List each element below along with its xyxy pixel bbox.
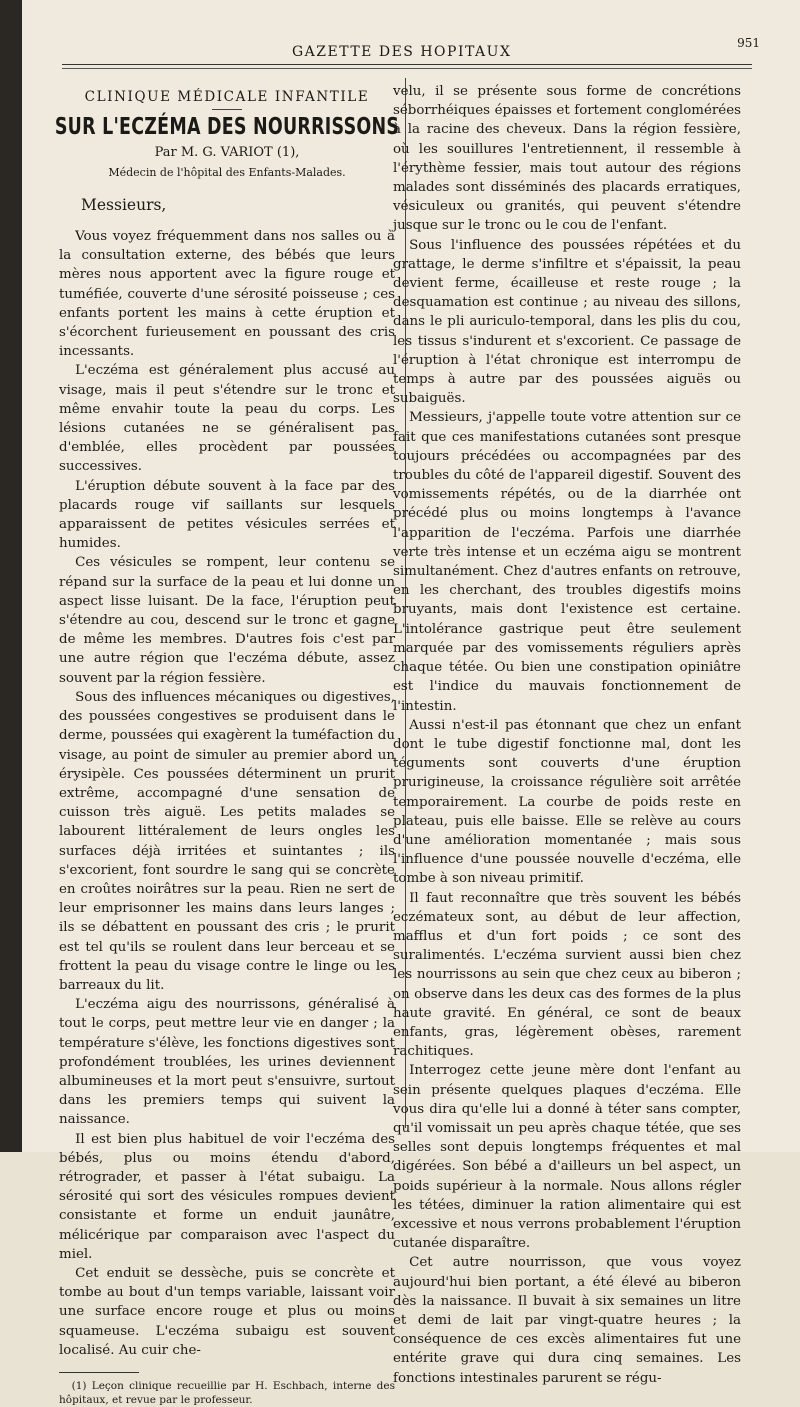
paragraph: velu, il se présente sous forme de concrétions séborrhéiques épaisses et fortement conglomérées à la racine des cheveux. Dans la région fessière, où les souillures l'entretiennent, il ressemble à l'érythème fessier, mais tout autour des régions malades sont disséminés des placards erratiques, vésiculeux ou granités, qui peuvent s'étendre jusque sur le tronc ou le cou de l'enfant.	[393, 84, 741, 234]
journal-title: GAZETTE DES HOPITAUX	[292, 44, 512, 60]
article-title: SUR L'ECZÉMA DES NOURRISSONS	[54, 114, 400, 141]
paragraph: L'eczéma est généralement plus accusé au visage, mais il peut s'étendre sur le tronc et même envahir toute la peau du corps. Les lésions cutanées ne se généralisent pas d'emblée, elles procèdent par poussées successives.	[59, 363, 395, 475]
paragraph: Sous des influences mécaniques ou digestives, des poussées congestives se produisent dans le derme, poussées qui exagèrent la tuméfaction du visage, au point de simuler au premier abord un érysipèle. Ces poussées déterminent un prurit extrême, accompagné d'une sensation de cuisson très aiguë. Les petits malades se labourent littéralement de leurs ongles les surfaces déjà irritées et suintantes ; ils s'excorient, font sourdre le sang qui se concrète en croûtes noirâtres sur la peau. Rien ne sert de leur emprisonner les mains dans leurs langes ; ils se débattent en poussant des cris ; le prurit est tel qu'ils se roulent dans leur berceau et se frottent la peau du visage contre le linge ou les barreaux du lit.	[59, 689, 395, 993]
paragraph: L'éruption débute souvent à la face par des placards rouge vif saillants sur lesquels apparaissent de petites vésicules serrées et humides.	[59, 478, 395, 552]
section-rule	[212, 109, 242, 110]
page-number: 951	[737, 36, 760, 50]
footnote	[59, 1379, 395, 1407]
paragraph: Il faut reconnaître que très souvent les bébés eczémateux sont, au début de leur affection, mafflus et d'un fort poids ; ce sont des suralimentés. L'eczéma survient aussi bien chez les nourrissons au sein que chez ceux au biberon ; on observe dans les deux cas des formes de la plus haute gravité. En général, ce sont de beaux enfants, gras, légèrement obèses, rarement rachitiques.	[393, 890, 741, 1060]
author-affiliation: Médecin de l'hôpital des Enfants-Malades.	[108, 165, 346, 179]
paragraph: Cet enduit se dessèche, puis se concrète et tombe au bout d'un temps variable, laissant voir une surface encore rouge et plus ou moins squameuse. L'eczéma subaigu est souvent localisé. Au cuir che-	[59, 1265, 395, 1358]
paragraph: L'eczéma aigu des nourrissons, généralisé à tout le corps, peut mettre leur vie en danger ; la température s'élève, les fonctions digestives sont profondément troublées, les urines deviennent albumineuses et la mort peut s'ensuivre, surtout dans les premiers temps qui suivent la naissance.	[59, 997, 395, 1128]
paragraph: Ces vésicules se rompent, leur contenu se répand sur la surface de la peau et lui donne un aspect lisse luisant. De la face, l'éruption peut s'étendre au cou, descend sur le tronc et gagne de même les membres. D'autres fois c'est par une autre région que l'eczéma débute, assez souvent par la région fessière.	[59, 555, 395, 686]
paragraph: Sous l'influence des poussées répétées et du grattage, le derme s'infiltre et s'épaissit, la peau devient ferme, écailleuse et reste rouge ; la desquamation est continue ; au niveau des sillons, dans le pli auriculo-temporal, dans les plis du cou, les tissus s'indurent et s'excorient. Ce passage de l'éruption à l'état chronique est interrompu de temps à autre par des poussées aiguës ou subaiguës.	[393, 237, 741, 407]
paragraph: Il est bien plus habituel de voir l'eczéma des bébés, plus ou moins étendu d'abord, rétrograder, et passer à l'état subaigu. La sérosité qui sort des vésicules rompues devient consistante et forme un enduit jaunâtre, mélicérique par comparaison avec l'aspect du miel.	[59, 1131, 395, 1262]
header-rule-thin	[62, 68, 752, 69]
salutation: Messieurs,	[81, 195, 167, 214]
paragraph: Interrogez cette jeune mère dont l'enfant au sein présente quelques plaques d'eczéma. Elle vous dira qu'elle lui a donné à téter sans compter, qu'il vomissait un peu après chaque tétée, que ses selles sont depuis longtemps fréquentes et mal digérées. Son bébé a d'ailleurs un bel aspect, un poids supérieur à la normale. Nous allons régler les tétées, diminuer la ration alimentaire qui est excessive et nous verrons probablement l'éruption cutanée disparaître.	[393, 1063, 741, 1252]
footnote-text: (1) Leçon clinique recueillie par H. Eschbach, interne des hôpitaux, et revue par le professeur.	[59, 1380, 395, 1406]
header-rule	[62, 64, 752, 65]
footnote-rule	[59, 1372, 139, 1373]
paragraph: Vous voyez fréquemment dans nos salles ou à la consultation externe, des bébés que leurs mères nous apportent avec la figure rouge et tuméfiée, couverte d'une sérosité poisseuse ; ces enfants portent les mains à cette éruption et s'écorchent furieusement en poussant des cris incessants.	[59, 229, 395, 360]
newspaper-page	[22, 0, 800, 1406]
section-heading: CLINIQUE MÉDICALE INFANTILE	[84, 89, 370, 105]
paragraph: Aussi n'est-il pas étonnant que chez un enfant dont le tube digestif fonctionne mal, dont les téguments sont couverts d'une éruption prurigineuse, la croissance régulière soit arrêtée temporairement. La courbe de poids reste en plateau, puis elle baisse. Elle se relève au cours d'une amélioration momentanée ; mais sous l'influence d'une poussée nouvelle d'eczéma, elle tombe à son niveau primitif.	[393, 717, 741, 887]
left-column	[54, 82, 400, 1407]
article-author: Par M. G. VARIOT (1),	[154, 145, 300, 161]
page-binding-edge	[0, 0, 22, 1152]
paragraph: Messieurs, j'appelle toute votre attention sur ce fait que ces manifestations cutanées sont presque toujours précédées ou accompagnées par des troubles du côté de l'appareil digestif. Souvent des vomissements répétés, ou de la diarrhée ont précédé plus ou moins longtemps à l'avance l'apparition de l'eczéma. Parfois une diarrhée verte très intense et un eczéma aigu se montrent simultanément. Chez d'autres enfants on retrouve, en les cherchant, des troubles digestifs moins bruyants, mais dont l'existence est certaine. L'intolérance gastrique peut être seulement marquée par des vomissements réguliers après chaque tétée. Ou bien une constipation opiniâtre est l'indice du mauvais fonctionnement de l'intestin.	[393, 410, 741, 714]
paragraph: Cet autre nourrisson, que vous voyez aujourd'hui bien portant, a été élevé au biberon dès la naissance. Il buvait à six semaines un litre et demi de lait par vingt-quatre heures ; la conséquence de ces excès alimentaires fut une entérite grave qui dura cinq semaines. Les fonctions intestinales parurent se régu-	[393, 1255, 741, 1386]
right-column	[393, 82, 741, 1388]
page-header	[62, 36, 760, 64]
